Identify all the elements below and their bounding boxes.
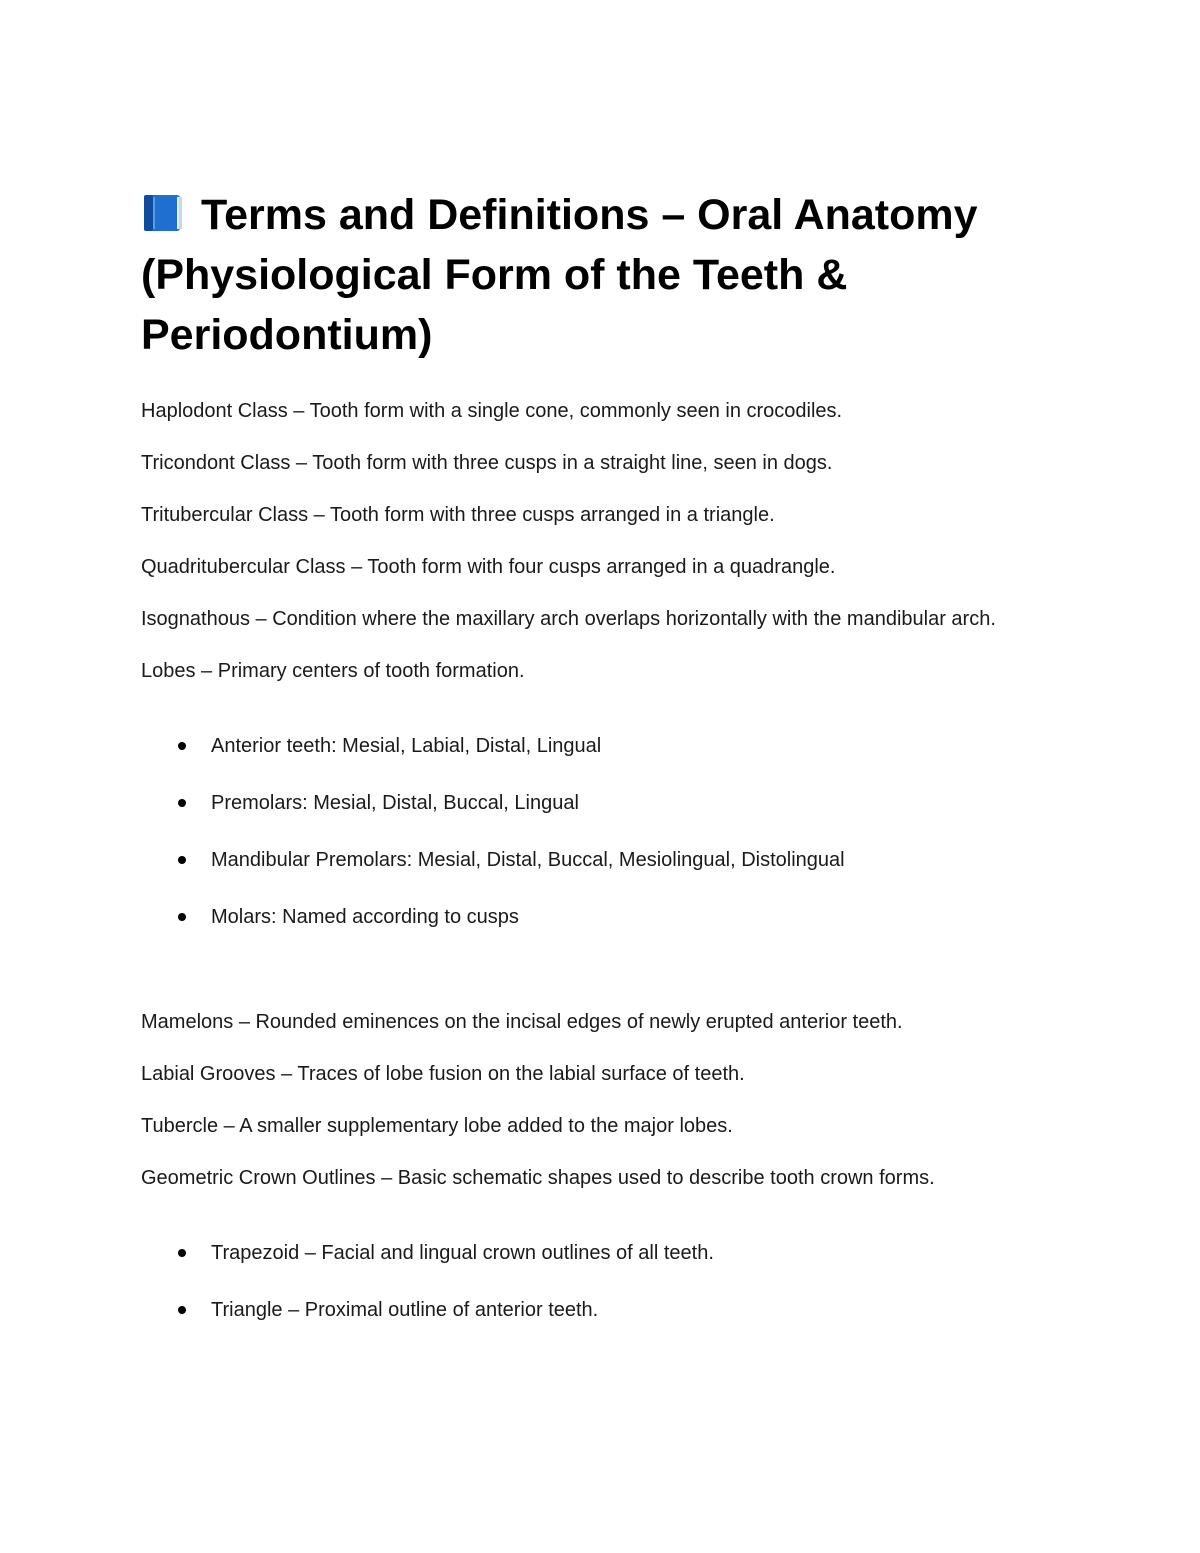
definition-geometric-crown-outlines: Geometric Crown Outlines – Basic schematic shapes used to describe tooth crown forms. — [141, 1167, 935, 1189]
list-item: Triangle – Proximal outline of anterior teeth. — [141, 1296, 1041, 1324]
list-item: Premolars: Mesial, Distal, Buccal, Lingual — [141, 789, 1041, 817]
bullet-icon — [178, 742, 186, 750]
definitions-group-2 — [141, 1008, 1041, 1192]
bullet-icon — [178, 799, 186, 807]
definition-tricondont: Tricondont Class – Tooth form with three cusps in a straight line, seen in dogs. — [141, 452, 833, 474]
document-page — [141, 185, 1041, 1324]
definition-isognathous: Isognathous – Condition where the maxillary arch overlaps horizontally with the mandibular arch. — [141, 608, 996, 630]
bullet-icon — [178, 913, 186, 921]
document-title — [141, 185, 1041, 365]
definition-tritubercular: Tritubercular Class – Tooth form with three cusps arranged in a triangle. — [141, 504, 775, 526]
blue-book-icon — [141, 189, 185, 229]
definition-lobes: Lobes – Primary centers of tooth formation. — [141, 660, 525, 682]
definition-haplodont: Haplodont Class – Tooth form with a single cone, commonly seen in crocodiles. — [141, 400, 843, 422]
outlines-list — [141, 1239, 1041, 1324]
definition-mamelons: Mamelons – Rounded eminences on the incisal edges of newly erupted anterior teeth. — [141, 1011, 903, 1033]
list-item: Trapezoid – Facial and lingual crown outlines of all teeth. — [141, 1239, 1041, 1267]
definition-labial-grooves: Labial Grooves – Traces of lobe fusion on the labial surface of teeth. — [141, 1063, 745, 1085]
title-text: Terms and Definitions – Oral Anatomy (Physiological Form of the Teeth & Periodontium) — [141, 191, 978, 359]
definition-quadritubercular: Quadritubercular Class – Tooth form with four cusps arranged in a quadrangle. — [141, 556, 836, 578]
bullet-icon — [178, 856, 186, 864]
list-item: Mandibular Premolars: Mesial, Distal, Buccal, Mesiolingual, Distolingual — [141, 846, 1041, 874]
bullet-icon — [178, 1306, 186, 1314]
bullet-icon — [178, 1249, 186, 1257]
lobes-list — [141, 732, 1041, 931]
definitions-group-1 — [141, 397, 1041, 685]
definition-tubercle: Tubercle – A smaller supplementary lobe added to the major lobes. — [141, 1115, 733, 1137]
list-item: Molars: Named according to cusps — [141, 903, 1041, 931]
list-item: Anterior teeth: Mesial, Labial, Distal, Lingual — [141, 732, 1041, 760]
